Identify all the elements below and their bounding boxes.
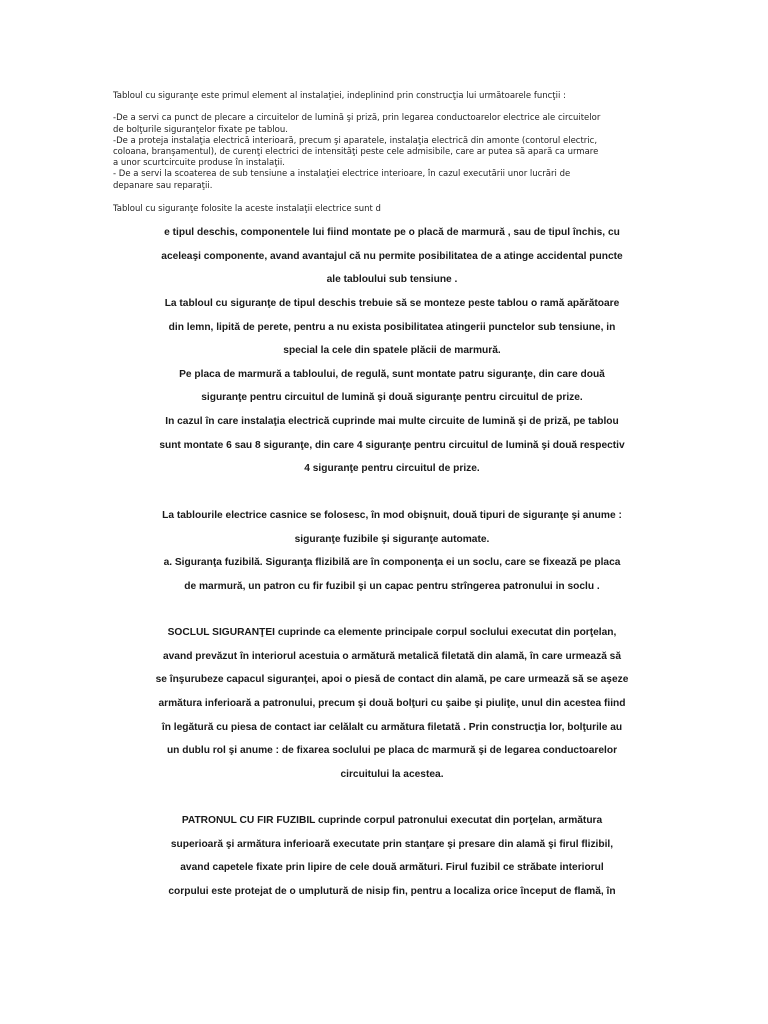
body-line: corpului este protejat de o umplutură de nisip fin, pentru a localiza orice început de flamă, în (168, 885, 616, 897)
body-line: sunt montate 6 sau 8 siguranţe, din care 4 siguranţe pentru circuitul de lumină şi două respectiv (159, 439, 625, 451)
body-line: în legătură cu piesa de contact iar celălalt cu armătura filetată . Prin construcţia lor, bolţurile au (161, 721, 623, 733)
body-line: superioară şi armătura inferioară executate prin stanţare şi presare din alamă şi firul flizibil, (170, 838, 614, 850)
paragraph-fuse-cartridge (16, 809, 768, 903)
body-line: 4 siguranţe pentru circuitul de prize. (304, 463, 480, 475)
intro-heading: Tabloul cu siguranţe este primul element al instalaţiei, indeplinind prin construcţia lui următoarele funcţii : (113, 91, 566, 102)
body-line: Pe placa de marmură a tabloului, de regulă, sunt montate patru siguranţe, din care două (179, 368, 605, 380)
body-line: avand capetele fixate prin lipire de cele două armături. Firul fuzibil ce străbate interiorul (180, 862, 604, 874)
body-line: e tipul deschis, componentele lui fiind montate pe o placă de marmură , sau de tipul închis, cu (164, 227, 620, 239)
function-line: de bolţurile siguranţelor fixate pe tablou. (113, 124, 288, 135)
body-line: aceleaşi componente, avand avantajul că nu permite posibilitatea de a atinge accidental puncte (161, 250, 623, 262)
body-line: siguranţe fuzibile şi siguranţe automate. (294, 533, 490, 545)
function-line: coloana, branşamentul), de curenţi electrici de intensităţi peste cele admisibile, care ar putea să apară ca urmare (113, 146, 599, 157)
body-line: siguranţe pentru circuitul de lumină şi două siguranţe pentru circuitul de prize. (201, 392, 583, 404)
body-line: ale tabloului sub tensiune . (326, 274, 458, 286)
body-line: circuitului la acestea. (340, 768, 444, 780)
function-line: depanare sau reparaţii. (113, 180, 213, 191)
body-line: a. Siguranţa fuzibilă. Siguranţa flizibilă are în componenţa ei un soclu, care se fixează pe placa (163, 557, 621, 569)
body-line: PATRONUL CU FIR FUZIBIL cuprinde corpul patronului executat din porţelan, armătura (181, 815, 603, 827)
body-line: La tabloul cu siguranţe de tipul deschis trebuie să se monteze peste tablou o ramă apărătoare (164, 297, 620, 309)
functions-list (113, 113, 600, 191)
body-line: se înşurubeze capacul siguranţei, apoi o piesă de contact din alamă, pe care urmează să se aşeze (155, 674, 629, 686)
function-line: -De a proteja instalaţia electrică interioară, precum şi aparatele, instalaţia electrică din amonte (contorul electric, (113, 135, 598, 146)
body-line: special la cele din spatele plăcii de marmură. (283, 345, 501, 357)
body-line: La tablourile electrice casnice se folosesc, în mod obişnuit, două tipuri de siguranţe şi anume : (162, 510, 622, 522)
paragraph-tablou-types (16, 221, 768, 481)
body-line: din lemn, lipită de perete, pentru a nu exista posibilitatea atingerii punctelor sub tensiune, in (168, 321, 616, 333)
body-line: SOCLUL SIGURANŢEI cuprinde ca elemente principale corpul soclului executat din porţelan, (167, 627, 617, 639)
body-line: In cazul în care instalaţia electrică cuprinde mai multe circuite de lumină şi de priză, pe tablou (165, 415, 619, 427)
body-line: avand prevăzut în interiorul acestuia o armătură metalică filetată din alamă, în care urmează să (162, 650, 622, 662)
body-line: de marmură, un patron cu fir fuzibil şi un capac pentru strîngerea patronului in soclu . (184, 580, 600, 592)
paragraph-fuse-types (16, 504, 768, 598)
function-line: - De a servi la scoaterea de sub tensiune a instalaţiei electrice interioare, în cazul executării unor lucrări de (113, 169, 571, 180)
function-line: a unor scurtcircuite produse în instalaţii. (113, 158, 285, 169)
paragraph-fuse-socket (16, 621, 768, 786)
body-line: armătura inferioară a patronului, precum şi două bolţuri cu şaibe şi piuliţe, unul din acestea fiind (158, 697, 626, 709)
body-line: un dublu rol şi anume : de fixarea soclului pe placa dc marmură şi de legarea conductoarelor (166, 745, 618, 757)
lead-in-line: Tabloul cu siguranţe folosite la aceste instalaţii electrice sunt d (113, 204, 381, 215)
lead-in-block (113, 204, 381, 215)
intro-heading-block (113, 91, 566, 102)
function-line: -De a servi ca punct de plecare a circuitelor de lumină şi priză, prin legarea conductoarelor electrice ale circuitelor (113, 113, 601, 124)
